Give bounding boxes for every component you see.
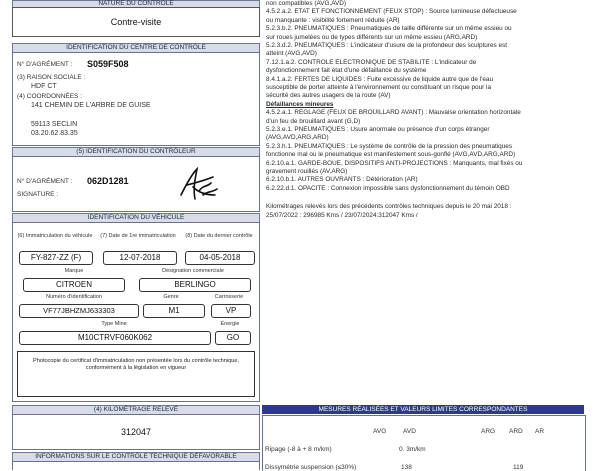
marque-field: CITROEN [23,278,125,292]
centre-header: IDENTIFICATION DU CENTRE DE CONTRÔLE [12,43,260,53]
defaillance-line: 6.2.10.a.1. GARDE-BOUE, DISPOSITIFS ANTI-PROJECTIONS : Manquants, mal fixés ou [266,159,523,167]
carrosserie-field: VP [211,304,251,318]
defaillance-line: fonctionne mal ou le pneumatique est manifestement sous-gonflé (AVG,AVD,ARG,ARD) [266,151,516,159]
row1-label: Ripage (-8 à + 8 m/km) [265,446,332,453]
defaillance-line: 4.5.2.a.1. RÉGLAGE (FEUX DE BROUILLARD AVANT) : Mauvaise orientation horizontale [266,109,521,117]
controleur-panel [12,156,260,212]
defaillance-line: 5.2.3.d.2. PNEUMATIQUES : L'indicateur d'usure de la profondeur des sculptures est [266,42,508,49]
defaillance-line: Kilométrages relevés lors des précédents contrôles techniques depuis le 20 mai 2018 : [266,203,512,211]
carrosserie-caption: Carrosserie [214,294,244,300]
vehicule-header: IDENTIFICATION DU VÉHICULE [12,213,260,223]
defaillance-line: 4.5.2.a.2. ÉTAT ET FONCTIONNEMENT (FEUX STOP) : Source lumineuse défectueuse [266,8,517,16]
controleur-agrement-value: 062D1281 [87,176,129,186]
defaillance-line: d'un feu de brouillard avant (G,D) [266,117,361,125]
date-last-caption: (8) Date du dernier contrôle [185,233,253,239]
kilometrage-header: (4) KILOMÉTRAGE RELEVÉ [12,405,260,415]
infos-header: INFORMATIONS SUR LE CONTRÔLE TECHNIQUE DÉFAVORABLE [12,452,260,462]
immat-caption: (6) Immatriculation du véhicule [17,233,93,239]
mesures-header: MESURES RÉALISÉES ET VALEURS LIMITES CORRESPONDANTES [262,405,584,414]
col-avg: AVG [373,428,387,435]
defaillance-line: 8.4.1.a.2. FERTES DE LIQUIDES : Fuite excessive de liquide autre que de l'eau [266,75,494,83]
date-last-field: 04-05-2018 [185,251,255,265]
row2-v1: 138 [401,464,412,471]
kilometrage-panel [12,414,260,450]
defaillance-line: 25/07/2022 : 296985 Kms / 23/07/2024:312047 Kms / [266,211,418,219]
centre-agrement-value: S059F508 [87,59,129,69]
defaillance-line: sur roues jumelées ou de types différents sur un même essieu (ARG,ARD) [266,33,478,41]
vin-field: VF77JBHZMJ633303 [19,304,139,318]
controleur-agrement-label: N° D'AGRÉMENT : [17,178,73,185]
designation-field: BERLINGO [139,278,251,292]
date-first-field: 12-07-2018 [103,251,177,265]
centre-panel [12,52,260,146]
infos-panel [12,461,260,470]
centre-coord-label: (4) COORDONNÉES : [17,93,83,100]
centre-raison-value: HDF CT [31,83,57,90]
col-ard: ARD [509,428,523,435]
defaillance-line: 7.12.1.a.2. CONTRÔLE ÉLECTRONIQUE DE STABILITÉ : L'indicateur de [266,58,477,66]
energie-field: GO [215,331,251,345]
col-ar: AR [535,428,545,435]
vehicule-note-box [17,351,255,397]
controleur-signature-label: SIGNATURE : [17,191,59,198]
row2-v2: 119 [513,464,524,471]
row1-value: 0. 3m/km [399,446,426,453]
vehicule-note: Photocopie du certificat d'immatriculation non présentée lors du contrôle technique, conformément à la législation en vigueur [33,358,239,371]
nature-box [12,7,260,37]
defaillance-line: 5.2.3.e.1. PNEUMATIQUES : Usure anormale ou présence d'un corps étranger [266,126,490,133]
designation-caption: Désignation commerciale [162,268,224,274]
col-avd: AVD [403,428,416,435]
controleur-header: (5) IDENTIFICATION DU CONTRÔLEUR [12,147,260,157]
nature-header: NATURE DU CONTRÔLE [12,0,260,8]
defaillance-line: (AVG,AVD,ARG,ARD) [266,134,329,142]
energie-caption: Énergie [220,321,240,327]
kilometrage-value: 312047 [120,427,152,437]
nature-value: Contre-visite [110,17,162,27]
immat-field: FY-827-ZZ (F) [19,251,93,265]
defaillance-line: gravement rouillés (AV,ARG) [266,168,348,175]
defaillance-line: 6.2.10.b.1. AUTRES OUVRANTS : Détérioration (AR) [266,176,418,184]
col-arg: ARG [481,428,496,435]
centre-city: 59113 SECLIN [31,121,78,128]
defaillance-line: susceptible de porter atteinte à l'environnement ou constituant un risque pour la [266,84,492,91]
defaillance-line: Défaillances mineures [266,100,334,108]
signature-image [173,165,223,203]
genre-field: M1 [143,304,205,318]
defaillance-line: ou manquante : visibilité fortement réduite (AR) [266,16,400,24]
defaillance-line: non compatibles (AVG,AVD) [266,0,347,7]
mesures-panel [262,415,586,471]
defaillance-line: 5.2.3.h.1. PNEUMATIQUES : Le système de contrôle de la pression des pneumatiques [266,142,513,150]
defaillance-line: 5.2.3.b.2. PNEUMATIQUES : Pneumatiques de taille différente sur un même essieu ou [266,25,512,33]
genre-caption: Genre [163,294,179,300]
centre-phone: 03.20.62.83.35 [31,130,78,137]
defaillance-line: 6.2.22.d.1. OPACITÉ : Connexion impossible sans dysfonctionnement du témoin OBD [266,184,510,192]
row2-label: Dissymétrie suspension (≤30%) [265,464,357,471]
centre-agrement-label: N° D'AGRÉMENT : [17,61,73,68]
centre-address: 141 CHEMIN DE L'ARBRE DE GUISE [31,102,151,109]
defaillance-line: atteint (AVG,AVD) [266,50,317,58]
vehicule-panel [12,222,260,402]
centre-raison-label: (3) RAISON SOCIALE : [17,74,86,81]
vin-caption: Numéro d'identification [46,294,102,300]
marque-caption: Marque [64,268,84,274]
defaillance-line: dysfonctionnement fait état d'une défaillance du système [266,67,427,75]
defaillance-line: sécurité des autres usagers de la route (AV) [266,92,391,100]
type-mine-field: M10CTRVF060K062 [19,331,211,345]
date-first-caption: (7) Date de 1re immatriculation [100,233,176,239]
type-mine-caption: Type Mine [101,321,127,327]
